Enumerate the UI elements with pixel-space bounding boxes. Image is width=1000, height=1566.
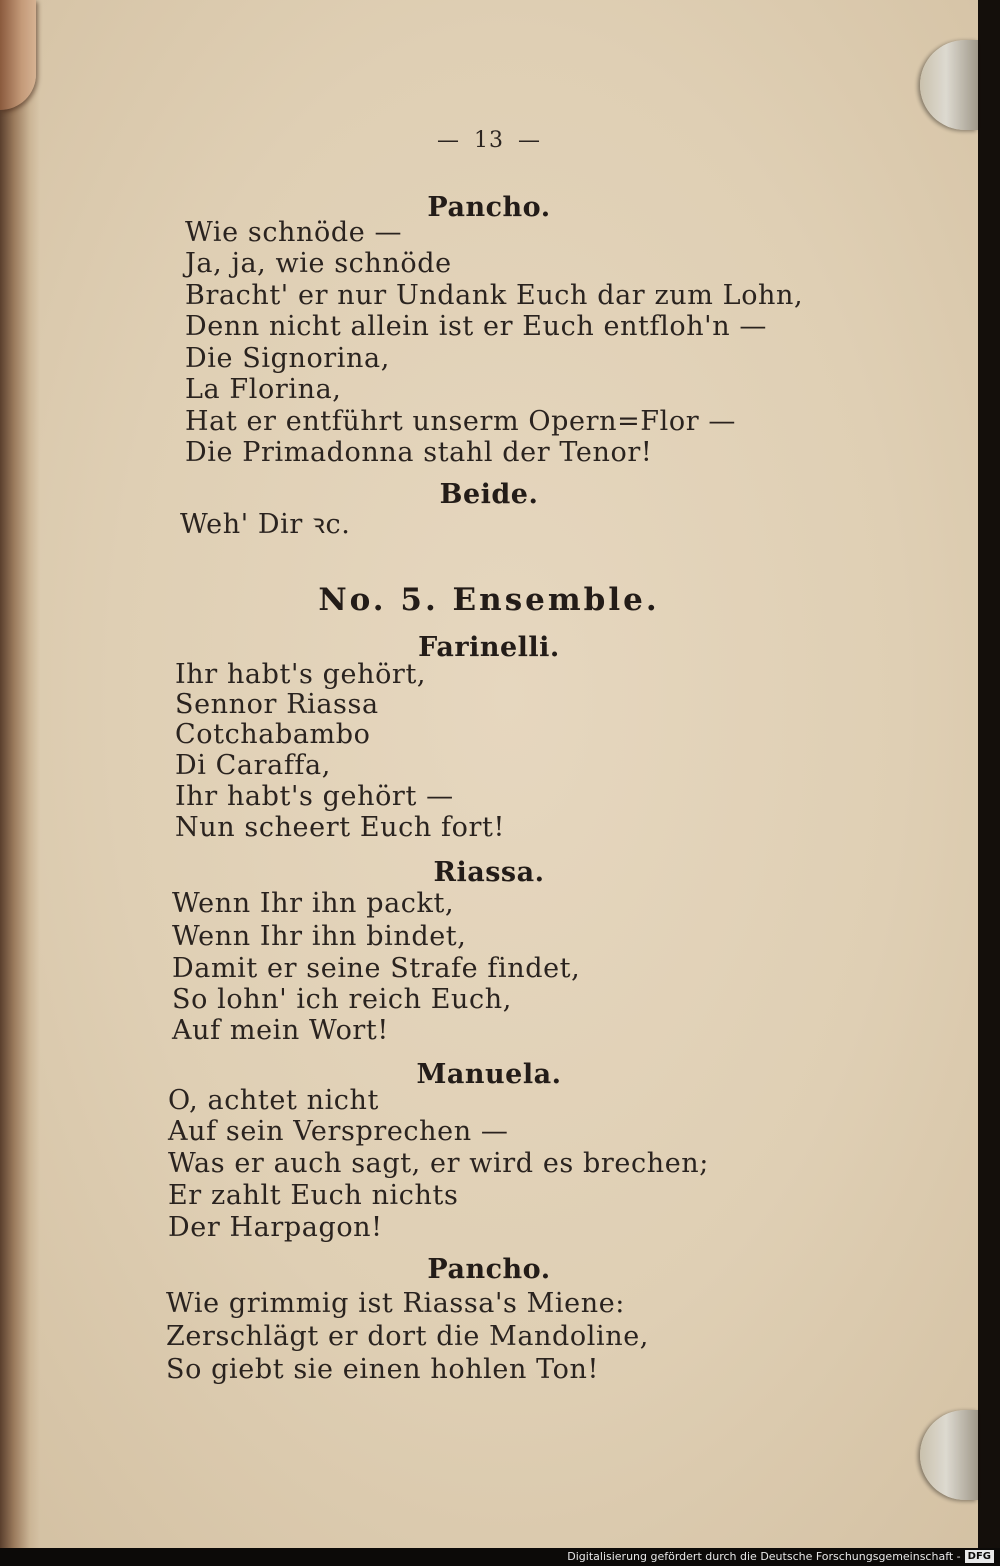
digitization-footer xyxy=(0,1548,1000,1566)
dfg-logo: DFG xyxy=(965,1550,994,1563)
verse-line: Denn nicht allein ist er Euch entfloh'n — xyxy=(185,311,767,342)
speaker-heading: Pancho. xyxy=(427,1254,551,1285)
speaker-heading: Pancho. xyxy=(427,192,551,223)
page-clip-top xyxy=(920,40,978,130)
page-number-value: 13 xyxy=(474,128,504,153)
verse-line: Auf sein Versprechen — xyxy=(168,1116,509,1147)
verse-line: So giebt sie einen hohlen Ton! xyxy=(166,1354,599,1385)
verse-line: Er zahlt Euch nichts xyxy=(168,1180,459,1211)
verse-line: Auf mein Wort! xyxy=(172,1015,389,1046)
verse-line: Damit er seine Strafe findet, xyxy=(172,953,581,984)
verse-line: La Florina, xyxy=(185,374,342,405)
verse-line: Hat er entführt unserm Opern=Flor — xyxy=(185,406,737,437)
verse-line: Di Caraffa, xyxy=(175,750,331,781)
verse-line: Sennor Riassa xyxy=(175,689,379,720)
verse-line: Bracht' er nur Undank Euch dar zum Lohn, xyxy=(185,280,804,311)
speaker-heading: Riassa. xyxy=(433,857,545,888)
verse-line: Ihr habt's gehört, xyxy=(175,659,427,690)
verse-line: O, achtet nicht xyxy=(168,1085,379,1116)
section-title: No. 5. Ensemble. xyxy=(318,582,660,618)
verse-line: Nun scheert Euch fort! xyxy=(175,812,505,843)
speaker-heading: Manuela. xyxy=(416,1059,562,1090)
verse-line: Die Primadonna stahl der Tenor! xyxy=(185,437,653,468)
book-spine xyxy=(0,0,40,1548)
verse-line: Ja, ja, wie schnöde xyxy=(185,248,452,279)
verse-line: Wie grimmig ist Riassa's Miene: xyxy=(166,1288,625,1319)
speaker-heading: Farinelli. xyxy=(418,632,560,663)
verse-line: Was er auch sagt, er wird es brechen; xyxy=(168,1148,709,1179)
verse-line: Wenn Ihr ihn bindet, xyxy=(172,921,467,952)
verse-line: Wenn Ihr ihn packt, xyxy=(172,888,455,919)
verse-line: Wie schnöde — xyxy=(185,217,403,248)
verse-line: Der Harpagon! xyxy=(168,1212,383,1243)
verse-line: Zerschlägt er dort die Mandoline, xyxy=(166,1321,649,1352)
page-clip-bottom xyxy=(920,1410,978,1500)
page-number: — 13 — xyxy=(437,128,541,153)
verse-line: Ihr habt's gehört — xyxy=(175,781,454,812)
verse-line: Cotchabambo xyxy=(175,719,371,750)
speaker-heading: Beide. xyxy=(439,479,539,510)
verse-line: Die Signorina, xyxy=(185,343,390,374)
verse-line: So lohn' ich reich Euch, xyxy=(172,984,512,1015)
verse-line: Weh' Dir ꝛc. xyxy=(180,509,351,540)
footer-text: Digitalisierung gefördert durch die Deutsche Forschungsgemeinschaft - xyxy=(567,1550,961,1563)
